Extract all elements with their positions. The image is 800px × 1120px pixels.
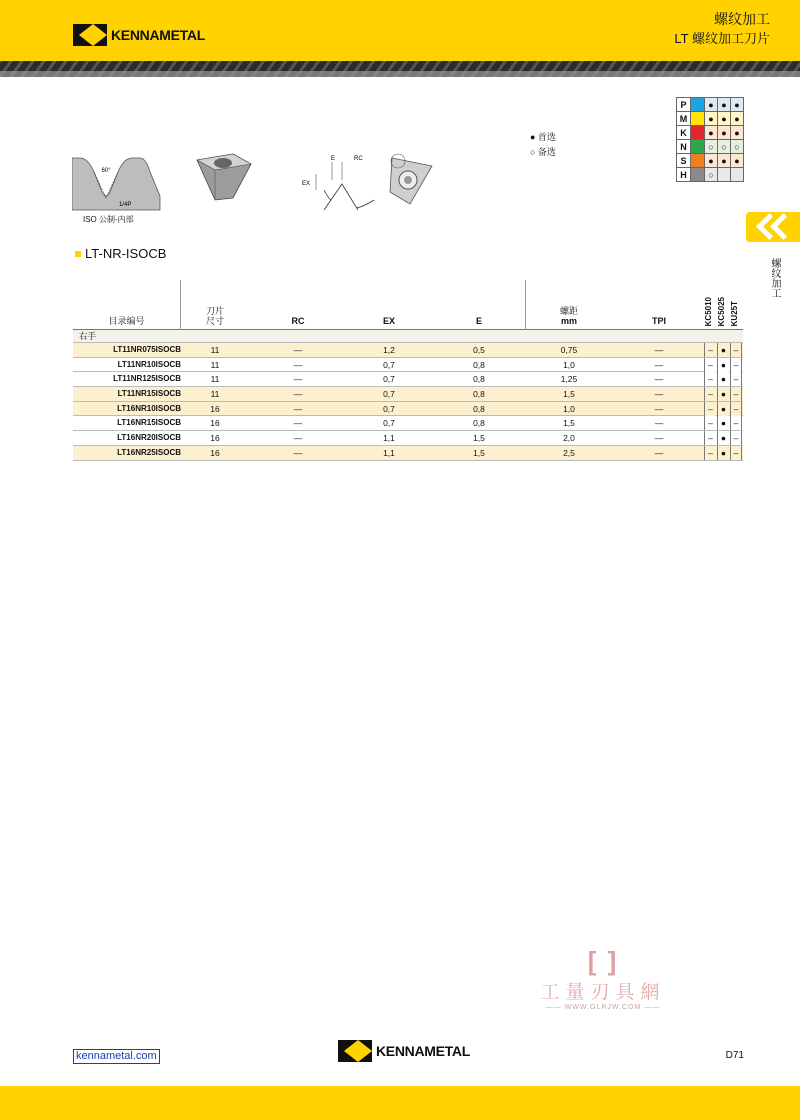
material-grade-mark: ● (705, 154, 718, 168)
legend-alternate: ○ 备选 (530, 147, 556, 157)
watermark (538, 946, 668, 1011)
material-color-swatch (691, 140, 705, 154)
material-grade-mark (731, 168, 744, 182)
kennametal-logo[interactable] (73, 24, 205, 46)
product-table (73, 280, 743, 461)
table-row[interactable] (73, 431, 743, 446)
catalog-number: LT11NR15ISOCB (117, 389, 181, 399)
pitch-label: 1/4P (119, 202, 132, 208)
material-row-n (677, 140, 744, 154)
footer-logo[interactable] (338, 1040, 470, 1062)
catalog-number: LT16NR10ISOCB (117, 403, 181, 413)
grade-kc5025: KC5025 (717, 296, 726, 326)
material-label: H (677, 168, 691, 182)
material-grade-mark: ● (705, 98, 718, 112)
material-grade-mark: ○ (705, 140, 718, 154)
material-grade-mark: ● (718, 154, 731, 168)
header-pitch: 螺距 mm (559, 306, 578, 326)
pitch-value: 1,5 (563, 418, 575, 429)
insert-size: 16 (210, 418, 220, 429)
grade-kc5025-mark: ● (717, 416, 729, 430)
e-value: 0,8 (473, 403, 485, 414)
grade-ku25t-mark: – (730, 431, 742, 445)
table-row[interactable] (73, 402, 743, 417)
header-ex: EX (382, 316, 395, 326)
header-rc: RC (291, 316, 305, 326)
material-grade-mark: ● (731, 98, 744, 112)
grade-kc5010-mark: – (704, 372, 716, 386)
pitch-value: 2,0 (563, 433, 575, 444)
material-grade-mark (718, 168, 731, 182)
e-value: 0,8 (473, 374, 485, 385)
rc-value: — (293, 345, 303, 355)
tpi-value: — (654, 433, 664, 444)
material-grade-mark: ● (718, 112, 731, 126)
grade-ku25t-mark: – (730, 416, 742, 430)
header-e: E (475, 316, 482, 326)
catalog-number: LT11NR10ISOCB (117, 359, 181, 369)
material-row-h (677, 168, 744, 182)
catalog-number: LT11NR075ISOCB (113, 345, 181, 354)
grade-ku25t-mark: – (730, 372, 742, 386)
tpi-value: — (654, 403, 664, 414)
grade-kc5010-mark: – (704, 343, 716, 357)
tpi-value: — (654, 447, 664, 458)
material-label: P (677, 98, 691, 112)
grade-kc5010-mark: – (704, 431, 716, 445)
grade-kc5010: KC5010 (704, 296, 713, 326)
table-row[interactable] (73, 358, 743, 373)
table-header (73, 280, 743, 330)
material-label: S (677, 154, 691, 168)
material-grade-mark: ○ (731, 140, 744, 154)
material-grade-mark: ○ (718, 140, 731, 154)
material-label: N (677, 140, 691, 154)
e-value: 0,8 (473, 359, 485, 370)
material-grade-mark: ● (705, 112, 718, 126)
material-color-swatch (691, 154, 705, 168)
material-grade-mark: ● (731, 154, 744, 168)
grade-ku25t-mark: – (730, 358, 742, 372)
page-number: D71 (725, 1050, 744, 1061)
e-value: 1,5 (473, 433, 485, 444)
material-row-s (677, 154, 744, 168)
page-subtitle: LT 螺纹加工刀片 (674, 31, 770, 46)
legend (530, 130, 556, 160)
grade-kc5010-mark: – (704, 416, 716, 430)
diagram-caption: ISO 公制-内部 (83, 215, 134, 224)
kennametal-logo-icon (73, 24, 107, 46)
insert-size: 16 (210, 403, 220, 414)
tpi-value: — (654, 418, 664, 429)
grade-kc5025-mark: ● (717, 372, 729, 386)
ex-value: 0,7 (383, 374, 395, 385)
material-color-swatch (691, 98, 705, 112)
grade-kc5010-mark: – (704, 358, 716, 372)
watermark-logo-icon: [ ] (587, 946, 619, 976)
e-value: 0,8 (473, 389, 485, 400)
grade-kc5025-mark: ● (717, 431, 729, 445)
angle-label: 60° (101, 168, 111, 174)
pitch-value: 1,25 (560, 374, 578, 385)
tpi-value: — (654, 359, 664, 370)
ex-value: 0,7 (383, 389, 395, 400)
table-row[interactable] (73, 343, 743, 358)
material-color-swatch (691, 126, 705, 140)
pitch-value: 2,5 (563, 447, 575, 458)
ex-value: 1,1 (383, 433, 395, 444)
material-grade-mark: ○ (705, 168, 718, 182)
header-catalog: 目录编号 (108, 316, 145, 326)
website-link[interactable]: kennametal.com (73, 1049, 160, 1064)
catalog-number: LT16NR15ISOCB (117, 418, 181, 428)
material-color-swatch (691, 168, 705, 182)
footer-logo-icon (338, 1040, 372, 1062)
grade-ku25t-mark: – (730, 446, 742, 460)
header-size: 刀片 尺寸 (205, 306, 224, 326)
grade-kc5025-mark: ● (717, 446, 729, 460)
insert-size: 11 (210, 374, 220, 385)
material-group-table (676, 97, 744, 182)
rc-value: — (293, 403, 303, 414)
insert-size: 16 (210, 433, 220, 444)
chapter-label: 螺纹加工 (769, 258, 780, 298)
e-value: 0,5 (473, 345, 485, 355)
material-grade-mark: ● (705, 126, 718, 140)
material-color-swatch (691, 112, 705, 126)
ex-value: 1,1 (383, 447, 395, 458)
catalog-number: LT16NR25ISOCB (117, 447, 181, 457)
table-group-row (73, 330, 743, 343)
insert-size: 11 (210, 359, 220, 370)
rc-label: RC (354, 156, 363, 162)
legend-preferred: ● 首选 (530, 132, 556, 142)
e-label: E (331, 156, 336, 162)
material-grade-mark: ● (731, 126, 744, 140)
footer-logo-wordmark: KENNAMETAL (376, 1043, 470, 1059)
insert-3d-image (193, 150, 255, 202)
ex-value: 0,7 (383, 403, 395, 414)
tpi-value: — (654, 374, 664, 385)
pitch-value: 0,75 (560, 345, 578, 355)
pitch-value: 1,5 (563, 389, 575, 400)
insert-size: 11 (210, 389, 220, 400)
table-row[interactable] (73, 416, 743, 431)
grade-kc5010-mark: – (704, 402, 716, 416)
material-label: M (677, 112, 691, 126)
catalog-number: LT11NR125ISOCB (113, 374, 181, 384)
footer-bar (0, 1086, 800, 1120)
group-label: 右手 (79, 331, 97, 341)
header-bar (0, 0, 800, 61)
rc-value: — (293, 447, 303, 458)
ex-label: EX (302, 181, 311, 187)
tpi-value: — (654, 389, 664, 400)
table-body (73, 343, 743, 461)
header-stripe (0, 61, 800, 77)
grade-kc5010-mark: – (704, 387, 716, 401)
section-title (75, 246, 166, 261)
grade-kc5025-mark: ● (717, 402, 729, 416)
catalog-number: LT16NR20ISOCB (117, 433, 181, 443)
watermark-url: —— WWW.GLRJW.COM —— (545, 1004, 661, 1011)
ex-value: 1,2 (383, 345, 395, 355)
grade-kc5025-mark: ● (717, 343, 729, 357)
page-title-block (674, 10, 770, 48)
pitch-value: 1,0 (563, 403, 575, 414)
grade-ku25t-mark: – (730, 387, 742, 401)
section-bullet-icon (75, 251, 81, 257)
header-tpi: TPI (651, 316, 666, 326)
insert-size: 16 (210, 447, 220, 458)
grade-ku25t-mark: – (730, 402, 742, 416)
insert-top-view-diagram (384, 152, 438, 208)
ex-value: 0,7 (383, 359, 395, 370)
rc-value: — (293, 418, 303, 429)
material-grade-mark: ● (731, 112, 744, 126)
iso-thread-profile-diagram (72, 150, 162, 212)
material-row-p (677, 98, 744, 112)
insert-size: 11 (210, 345, 220, 355)
table-row[interactable] (73, 387, 743, 402)
watermark-text: 工量刃具網 (540, 981, 666, 1003)
grade-kc5025-mark: ● (717, 358, 729, 372)
tpi-value: — (654, 345, 664, 355)
rc-value: — (293, 374, 303, 385)
rc-value: — (293, 359, 303, 370)
table-row[interactable] (73, 446, 743, 461)
ex-value: 0,7 (383, 418, 395, 429)
material-grade-mark: ● (718, 126, 731, 140)
material-grade-mark: ● (718, 98, 731, 112)
section-title-text: LT-NR-ISOCB (85, 246, 167, 261)
grade-ku25t: KU25T (730, 300, 739, 326)
grade-kc5010-mark: – (704, 446, 716, 460)
e-value: 0,8 (473, 418, 485, 429)
material-row-k (677, 126, 744, 140)
material-row-m (677, 112, 744, 126)
rc-value: — (293, 433, 303, 444)
logo-wordmark: KENNAMETAL (111, 27, 205, 43)
material-label: K (677, 126, 691, 140)
table-row[interactable] (73, 372, 743, 387)
grade-ku25t-mark: – (730, 343, 742, 357)
e-value: 1,5 (473, 447, 485, 458)
grade-kc5025-mark: ● (717, 387, 729, 401)
page-title: 螺纹加工 (714, 11, 770, 27)
chapter-tab[interactable] (746, 212, 800, 242)
pitch-value: 1,0 (563, 359, 575, 370)
rc-value: — (293, 389, 303, 400)
insert-geometry-diagram (298, 150, 380, 222)
